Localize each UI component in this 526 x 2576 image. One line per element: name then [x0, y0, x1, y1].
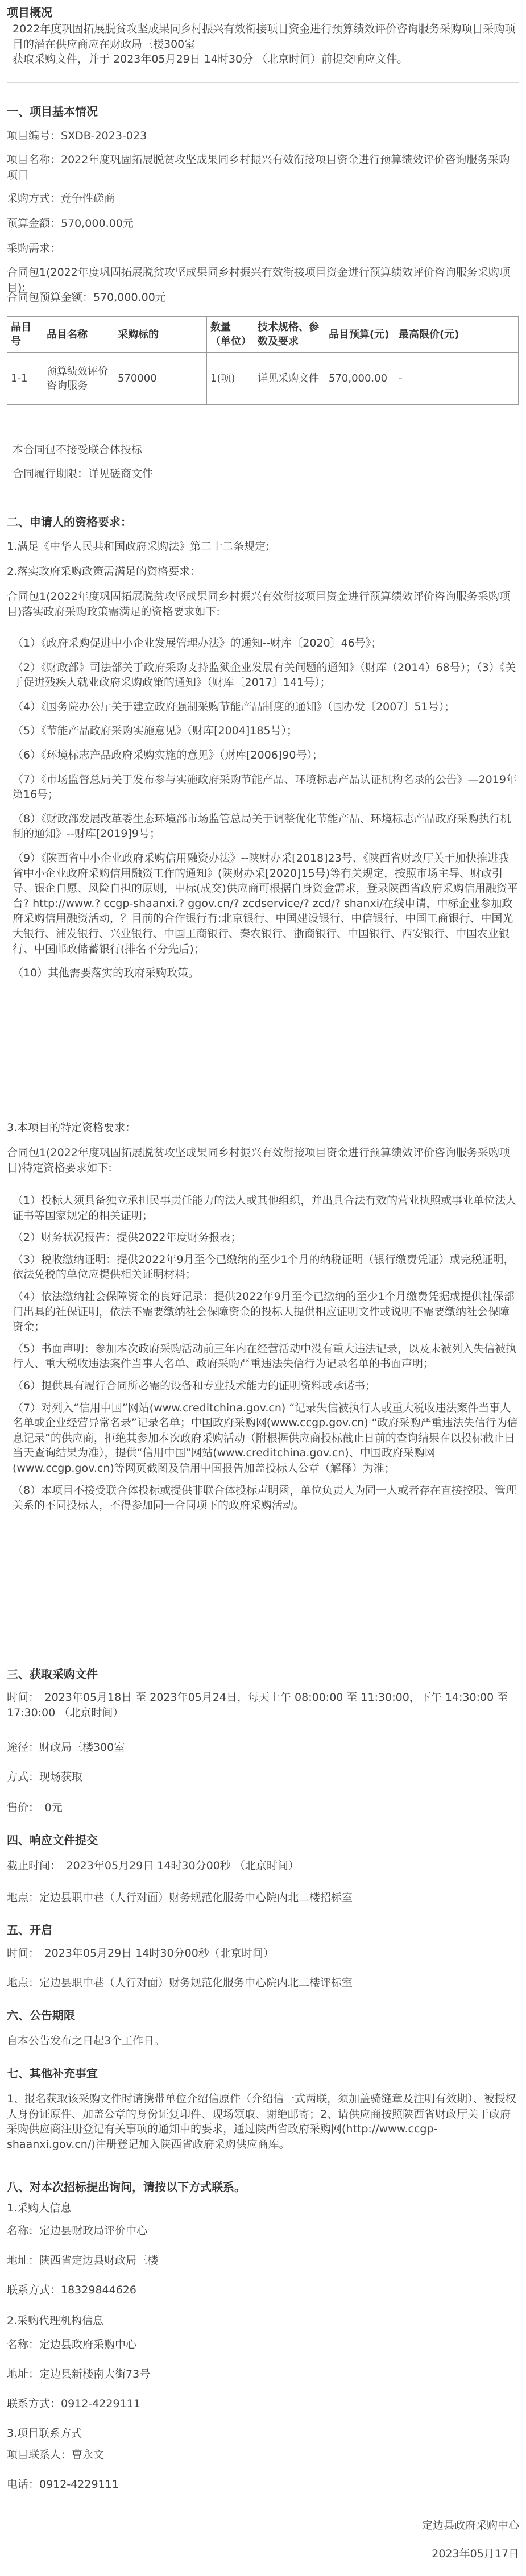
submit-location: 地点：定边县职中巷（人行对面）财务规范化服务中心院内北二楼招标室	[7, 1891, 353, 1904]
qual-2: 2.落实政府采购政策需满足的资格要求：	[7, 565, 201, 578]
cell-quantity: 1(项)	[207, 353, 254, 405]
obtain-time: 时间： 2023年05月18日 至 2023年05月24日，每天上午 08:00:00 至 11:30:00，下午 14:30:00 至 17:30:00 （北京时间）	[7, 1691, 508, 1719]
no-joint-bid: 本合同包不接受联合体投标	[13, 444, 143, 456]
footer-date: 2023年05月17日	[432, 2548, 519, 2560]
purchaser-phone: 联系方式：18329844626	[7, 2284, 136, 2296]
s6-title-text: 六、公告期限	[7, 2008, 75, 2022]
list-item: （10）其他需要落实的政府采购政策。	[13, 967, 200, 980]
purchaser-label: 1.采购人信息	[7, 2202, 72, 2214]
s3-title	[7, 1666, 519, 1683]
notice-period: 自本公告发布之日起3个工作日。	[7, 2035, 165, 2047]
s8-title-text: 八、对本次招标提出询问，请按以下方式联系。	[7, 2180, 246, 2194]
project-contact-person: 项目联系人：曹永文	[7, 2449, 105, 2461]
col-item-no: 品目号	[7, 317, 43, 353]
submit-deadline: 截止时间： 2023年05月29日 14时30分00秒 （北京时间）	[7, 1859, 299, 1872]
list-item: （3）税收缴纳证明：提供2022年9月至今已缴纳的至少1个月的纳税证明（银行缴费凭证）或完税证明，依法免税的单位应提供相关证明材料；	[13, 1253, 515, 1281]
qual-3: 3.本项目的特定资格要求：	[7, 1121, 136, 1134]
col-item-name: 品目名称	[43, 317, 114, 353]
overview-heading: 项目概况	[7, 6, 52, 19]
s7-title	[7, 2065, 519, 2082]
list-item: （4）依法缴纳社会保障资金的良好记录：提供2022年9月至今已缴纳的至少1个月缴费凭据或提供社保部门出具的社保证明，依法不需要缴纳社会保障资金的投标人提供相应证明文件或说明不需要缴纳社会保障资金；	[13, 1290, 515, 1333]
list-item: （6）《环境标志产品政府采购实施的意见》（财库[2006]90号）；	[13, 748, 323, 761]
qual-3-text: 合同包1(2022年度巩固拓展脱贫攻坚成果同乡村振兴有效衔接项目资金进行预算绩效评价咨询服务采购项目)特定资格要求如下:	[7, 1146, 510, 1174]
open-location: 地点：定边县职中巷（人行对面）财务规范化服务中心院内北二楼评标室	[7, 1977, 353, 1989]
purchaser-name: 名称：定边县财政局评价中心	[7, 2225, 148, 2237]
project-no: 项目编号：SXDB-2023-023	[7, 130, 147, 142]
cell-item-name: 预算绩效评价咨询服务	[43, 353, 114, 405]
list-item: （8）本项目不接受联合体投标或提供非联合体投标声明函，单位负责人为同一人或者存在直接控股、管理关系的不同投标人，不得参加同一合同项下的政府采购活动。	[13, 1484, 517, 1512]
cell-spec: 详见采购文件	[254, 353, 325, 405]
list-item: （2）《财政部》司法部关于政府采购支持监狱企业发展有关问题的通知》（财库（2014）68号）；（3）《关于促进残疾人就业政府采购政策的通知》（财库〔2017〕141号）；	[13, 661, 516, 689]
package-table	[7, 316, 519, 405]
table-row	[7, 353, 519, 405]
list-item: （5）《节能产品政府采购实施意见》（财库[2004]185号）；	[13, 724, 298, 738]
package-budget: 合同包预算金额：570,000.00元	[7, 291, 166, 304]
s5-title	[7, 1922, 519, 1939]
budget-amount: 预算金额：570,000.00元	[7, 217, 134, 230]
requirement-label: 采购需求：	[7, 242, 61, 255]
col-budget: 品目预算(元)	[325, 317, 395, 353]
obtain-way: 方式：现场获取	[7, 1771, 83, 1783]
intro-paragraph	[7, 22, 519, 67]
purchaser-address: 地址：陕西省定边县财政局三楼	[7, 2254, 159, 2267]
agency-name: 名称：定边县政府采购中心	[7, 2338, 137, 2351]
list-item: （9）《陕西省中小企业政府采购信用融资办法》--陕财办采[2018]23号、《陕西省财政厅关于加快推进我省中小企业政府采购信用融资工作的通知》(陕财办采[2020]15号)等有关规定，按照市场主导、财政引导、银企自愿、风险自担的原则，中标(成交)供应商可根据自身资金需求，登录陕西省政府采购信用融资平台? http://www.? ccgp-shaanxi.? ggov.cn/? zcdservice/? zcd/? shanxi/在线申请，中标企业参加政府采购信用融资活动，？目前的合作银行有:北京银行、中国建设银行、中信银行、中国工商银行、中国光大银行、浦发银行、兴业银行、中国工商银行、秦农银行、浙商银行、中国银行、西安银行、中国农业银行、中国邮政储蓄银行(排名不分先后)；	[13, 851, 518, 955]
cell-subject: 570000	[114, 353, 207, 405]
list-item: （4）《国务院办公厅关于建立政府强制采购节能产品制度的通知》（国办发〔2007〕51号）；	[13, 700, 455, 713]
supplementary-text: 1、报名获取该采购文件时请携带单位介绍信原件（介绍信一式两联，须加盖骑缝章及注明有效期）、被授权人身份证原件、加盖公章的身份证复印件、现场领取、谢绝邮寄；2、请供应商按照陕西省财政厅关于政府采购供应商注册登记有关事项的通知中的要求，通过陕西省政府采购网(http://www.ccgp-shaanxi.gov.cn/)注册登记加入陕西省政府采购供应商库。	[7, 2093, 516, 2151]
s2-title-text: 二、申请人的资格要求：	[7, 515, 132, 529]
s1-title-text: 一、项目基本情况	[7, 105, 98, 118]
performance-period: 合同履行期限：详见磋商文件	[13, 467, 154, 480]
col-spec: 技术规格、参数及要求	[254, 317, 325, 353]
agency-phone: 联系方式：0912-4229111	[7, 2397, 140, 2410]
s1-title	[7, 103, 519, 120]
contract-package: 合同包1(2022年度巩固拓展脱贫攻坚成果同乡村振兴有效衔接项目资金进行预算绩效评价咨询服务采购项目):	[7, 266, 510, 294]
project-contact-label: 3.项目联系方式	[7, 2427, 82, 2440]
open-time: 时间： 2023年05月29日 14时30分00秒（北京时间）	[7, 1947, 274, 1960]
footer-org: 定边县政府采购中心	[421, 2519, 519, 2532]
cell-item-no: 1-1	[7, 353, 43, 405]
cell-budget: 570,000.00	[325, 353, 395, 405]
s2-title	[7, 514, 519, 531]
section-label	[7, 5, 519, 21]
divider	[7, 82, 519, 83]
list-item: （1）投标人须具备独立承担民事责任能力的法人或其他组织，并出具合法有效的营业执照或事业单位法人证书等国家规定的相关证明；	[13, 1194, 517, 1222]
qual-2-text: 合同包1(2022年度巩固拓展脱贫攻坚成果同乡村振兴有效衔接项目资金进行预算绩效评价咨询服务采购项目)落实政府采购政策需满足的资格要求如下:	[7, 590, 510, 618]
specific-list	[7, 1193, 519, 1520]
qual-1: 1.满足《中华人民共和国政府采购法》第二十二条规定;	[7, 540, 270, 553]
s8-title	[7, 2179, 519, 2196]
intro-text: 2022年度巩固拓展脱贫攻坚成果同乡村振兴有效衔接项目资金进行预算绩效评价咨询服务采购项目采购项目的潜在供应商应在财政局三楼300室	[13, 23, 516, 51]
project-name: 项目名称：2022年度巩固拓展脱贫攻坚成果同乡村振兴有效衔接项目资金进行预算绩效评价咨询服务采购项目	[7, 154, 510, 181]
obtain-price: 售价： 0元	[7, 1801, 63, 1814]
project-contact-phone: 电话：0912-4229111	[7, 2478, 119, 2491]
col-max-price: 最高限价(元)	[395, 317, 519, 353]
agency-label: 2.采购代理机构信息	[7, 2314, 104, 2327]
cell-max-price: -	[395, 353, 519, 405]
col-subject: 采购标的	[114, 317, 207, 353]
table-header-row	[7, 317, 519, 353]
s5-title-text: 五、开启	[7, 1923, 52, 1937]
policy-list	[7, 636, 519, 990]
s3-title-text: 三、获取采购文件	[7, 1667, 98, 1681]
s7-title-text: 七、其他补充事宜	[7, 2066, 98, 2080]
agency-address: 地址：定边县新楼南大街73号	[7, 2368, 151, 2380]
list-item: （5）书面声明：参加本次政府采购活动前三年内在经营活动中没有重大违法记录，以及未被列入失信被执行人、重大税收违法案件当事人名单、政府采购严重违法失信行为记录名单的书面声明；	[13, 1342, 517, 1370]
intro-deadline-text: 获取采购文件，并于 2023年05月29日 14时30分 （北京时间）前提交响应文件。	[13, 53, 408, 66]
list-item: （7）《市场监督总局关于发布参与实施政府采购节能产品、环境标志产品认证机构名录的公告》—2019年第16号；	[13, 773, 517, 801]
procurement-method: 采购方式：竞争性磋商	[7, 192, 115, 205]
s6-title	[7, 2007, 519, 2024]
s4-title-text: 四、响应文件提交	[7, 1833, 98, 1847]
list-item: （7）对列入“信用中国”网站(www.creditchina.gov.cn) “记录失信被执行人或重大税收违法案件当事人名单或企业经营异常名录”记录名单；中国政府采购网(www.ccgp.gov.cn) “政府采购严重违法失信行为信息记录”的供应商，拒绝其参加本次政府采购活动（附根据供应商投标截止日前的查询结果在以投标截止日当天查询结果为准），提供“信用中国”网站(www.creditchina.gov.cn)、中国政府采购网(www.ccgp.gov.cn)等网页截图及信用中国报告加盖投标人公章（解释）为准；	[13, 1401, 518, 1475]
s4-title	[7, 1832, 519, 1849]
list-item: （1）《政府采购促进中小企业发展管理办法》的通知--财库〔2020〕46号》；	[13, 637, 382, 649]
obtain-place: 途径：财政局三楼300室	[7, 1741, 125, 1754]
list-item: （6）提供具有履行合同所必需的设备和专业技术能力的证明资料或承诺书；	[13, 1379, 376, 1392]
list-item: （8）《财政部发展改革委生态环境部市场监管总局关于调整优化节能产品、环境标志产品政府采购执行机制的通知》--财库[2019]9号；	[13, 812, 511, 840]
list-item: （2）财务状况报告：提供2022年度财务报表；	[13, 1231, 242, 1244]
col-quantity: 数量（单位）	[207, 317, 254, 353]
